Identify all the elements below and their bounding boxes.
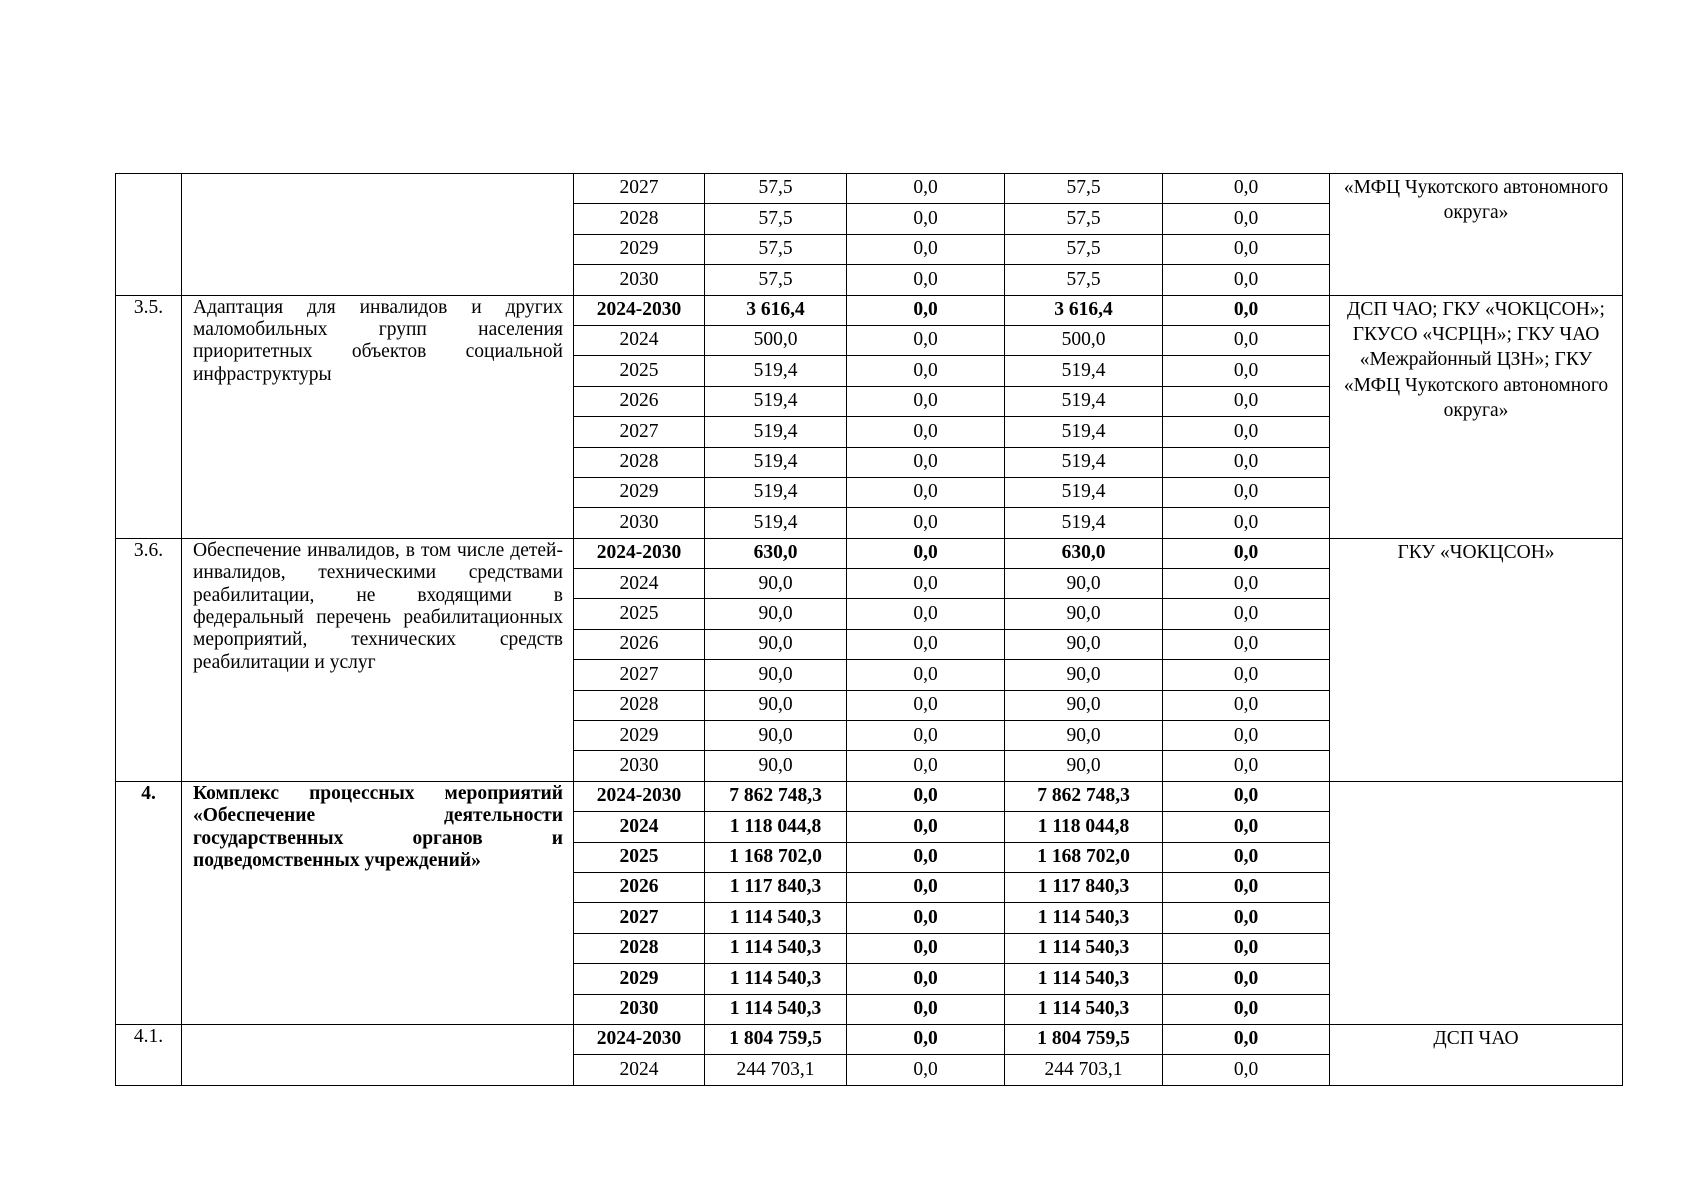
cell-total: 519,4 <box>705 417 847 447</box>
table-row <box>116 174 1623 204</box>
cell-reg: 57,5 <box>1005 174 1163 204</box>
cell-year: 2030 <box>574 508 705 538</box>
cell-reg: 57,5 <box>1005 204 1163 234</box>
cell-year: 2027 <box>574 174 705 204</box>
cell-fed: 0,0 <box>847 964 1005 994</box>
cell-total: 519,4 <box>705 508 847 538</box>
cell-other: 0,0 <box>1163 386 1330 416</box>
cell-total: 500,0 <box>705 325 847 355</box>
cell-total: 90,0 <box>705 629 847 659</box>
cell-fed: 0,0 <box>847 174 1005 204</box>
cell-total: 90,0 <box>705 721 847 751</box>
cell-year: 2026 <box>574 386 705 416</box>
cell-reg: 500,0 <box>1005 325 1163 355</box>
cell-reg: 1 168 702,0 <box>1005 842 1163 872</box>
cell-fed: 0,0 <box>847 538 1005 568</box>
cell-fed: 0,0 <box>847 508 1005 538</box>
cell-other: 0,0 <box>1163 872 1330 902</box>
cell-year: 2024-2030 <box>574 295 705 325</box>
cell-total: 90,0 <box>705 660 847 690</box>
table-row <box>116 295 1623 325</box>
cell-other: 0,0 <box>1163 325 1330 355</box>
cell-fed: 0,0 <box>847 265 1005 295</box>
cell-other: 0,0 <box>1163 994 1330 1024</box>
item-name: Обеспечение инвалидов, в том числе детей-инвалидов, техническими средствами реабилитации, не входящими в федеральный перечень реабилитационных мероприятий, технических средств реабилитации и услуг <box>182 538 574 781</box>
cell-fed: 0,0 <box>847 872 1005 902</box>
responsible-executor: ДСП ЧАО <box>1330 1024 1623 1085</box>
cell-reg: 90,0 <box>1005 599 1163 629</box>
responsible-executor: «МФЦ Чукотского автономного округа» <box>1330 174 1623 296</box>
cell-other: 0,0 <box>1163 447 1330 477</box>
cell-other: 0,0 <box>1163 599 1330 629</box>
cell-fed: 0,0 <box>847 842 1005 872</box>
budget-table <box>115 173 1623 1086</box>
cell-reg: 1 114 540,3 <box>1005 903 1163 933</box>
cell-total: 1 114 540,3 <box>705 994 847 1024</box>
cell-reg: 1 118 044,8 <box>1005 812 1163 842</box>
cell-year: 2024 <box>574 325 705 355</box>
cell-year: 2026 <box>574 872 705 902</box>
item-number: 4.1. <box>116 1024 182 1085</box>
cell-other: 0,0 <box>1163 751 1330 781</box>
responsible-executor <box>1330 781 1623 1024</box>
cell-year: 2025 <box>574 356 705 386</box>
cell-total: 90,0 <box>705 690 847 720</box>
cell-other: 0,0 <box>1163 356 1330 386</box>
item-name: Адаптация для инвалидов и других маломобильных групп населения приоритетных объектов социальной инфраструктуры <box>182 295 574 538</box>
cell-year: 2029 <box>574 234 705 264</box>
cell-total: 519,4 <box>705 447 847 477</box>
cell-year: 2024 <box>574 569 705 599</box>
table-row <box>116 538 1623 568</box>
cell-year: 2024-2030 <box>574 781 705 811</box>
cell-total: 519,4 <box>705 356 847 386</box>
cell-other: 0,0 <box>1163 903 1330 933</box>
cell-other: 0,0 <box>1163 690 1330 720</box>
cell-fed: 0,0 <box>847 356 1005 386</box>
item-name <box>182 1024 574 1085</box>
cell-total: 1 114 540,3 <box>705 903 847 933</box>
cell-fed: 0,0 <box>847 447 1005 477</box>
cell-reg: 1 114 540,3 <box>1005 964 1163 994</box>
cell-fed: 0,0 <box>847 234 1005 264</box>
cell-other: 0,0 <box>1163 477 1330 507</box>
cell-fed: 0,0 <box>847 933 1005 963</box>
cell-total: 519,4 <box>705 386 847 416</box>
cell-year: 2030 <box>574 994 705 1024</box>
cell-other: 0,0 <box>1163 417 1330 447</box>
cell-other: 0,0 <box>1163 842 1330 872</box>
cell-reg: 519,4 <box>1005 447 1163 477</box>
cell-reg: 519,4 <box>1005 386 1163 416</box>
item-number <box>116 174 182 296</box>
cell-fed: 0,0 <box>847 903 1005 933</box>
cell-other: 0,0 <box>1163 508 1330 538</box>
cell-fed: 0,0 <box>847 751 1005 781</box>
cell-year: 2028 <box>574 447 705 477</box>
cell-fed: 0,0 <box>847 1055 1005 1085</box>
responsible-executor: ДСП ЧАО; ГКУ «ЧОКЦСОН»; ГКУСО «ЧСРЦН»; ГКУ ЧАО «Межрайонный ЦЗН»; ГКУ «МФЦ Чукотского автономного округа» <box>1330 295 1623 538</box>
cell-total: 1 804 759,5 <box>705 1024 847 1054</box>
cell-fed: 0,0 <box>847 660 1005 690</box>
cell-other: 0,0 <box>1163 265 1330 295</box>
cell-fed: 0,0 <box>847 629 1005 659</box>
cell-other: 0,0 <box>1163 1055 1330 1085</box>
item-number: 4. <box>116 781 182 1024</box>
cell-reg: 244 703,1 <box>1005 1055 1163 1085</box>
cell-reg: 90,0 <box>1005 660 1163 690</box>
table-body <box>116 174 1623 1086</box>
cell-fed: 0,0 <box>847 325 1005 355</box>
cell-fed: 0,0 <box>847 477 1005 507</box>
cell-fed: 0,0 <box>847 599 1005 629</box>
cell-reg: 90,0 <box>1005 721 1163 751</box>
cell-total: 1 114 540,3 <box>705 933 847 963</box>
cell-other: 0,0 <box>1163 174 1330 204</box>
cell-other: 0,0 <box>1163 660 1330 690</box>
cell-fed: 0,0 <box>847 812 1005 842</box>
cell-fed: 0,0 <box>847 994 1005 1024</box>
cell-other: 0,0 <box>1163 812 1330 842</box>
cell-reg: 7 862 748,3 <box>1005 781 1163 811</box>
cell-year: 2027 <box>574 903 705 933</box>
cell-year: 2025 <box>574 599 705 629</box>
cell-other: 0,0 <box>1163 1024 1330 1054</box>
cell-reg: 519,4 <box>1005 356 1163 386</box>
cell-fed: 0,0 <box>847 1024 1005 1054</box>
cell-reg: 57,5 <box>1005 265 1163 295</box>
cell-total: 1 168 702,0 <box>705 842 847 872</box>
item-name <box>182 174 574 296</box>
cell-reg: 519,4 <box>1005 477 1163 507</box>
cell-fed: 0,0 <box>847 386 1005 416</box>
cell-year: 2025 <box>574 842 705 872</box>
cell-year: 2030 <box>574 265 705 295</box>
cell-reg: 90,0 <box>1005 690 1163 720</box>
cell-year: 2029 <box>574 477 705 507</box>
cell-other: 0,0 <box>1163 781 1330 811</box>
cell-reg: 90,0 <box>1005 751 1163 781</box>
cell-other: 0,0 <box>1163 629 1330 659</box>
cell-total: 90,0 <box>705 569 847 599</box>
cell-total: 57,5 <box>705 204 847 234</box>
responsible-executor: ГКУ «ЧОКЦСОН» <box>1330 538 1623 781</box>
cell-year: 2026 <box>574 629 705 659</box>
cell-other: 0,0 <box>1163 721 1330 751</box>
cell-year: 2030 <box>574 751 705 781</box>
cell-total: 57,5 <box>705 265 847 295</box>
cell-other: 0,0 <box>1163 295 1330 325</box>
cell-reg: 1 114 540,3 <box>1005 994 1163 1024</box>
cell-fed: 0,0 <box>847 204 1005 234</box>
item-number: 3.5. <box>116 295 182 538</box>
cell-other: 0,0 <box>1163 204 1330 234</box>
cell-fed: 0,0 <box>847 417 1005 447</box>
cell-year: 2024 <box>574 812 705 842</box>
cell-year: 2029 <box>574 964 705 994</box>
cell-fed: 0,0 <box>847 690 1005 720</box>
cell-year: 2028 <box>574 933 705 963</box>
cell-year: 2028 <box>574 204 705 234</box>
cell-reg: 630,0 <box>1005 538 1163 568</box>
item-name: Комплекс процессных мероприятий «Обеспечение деятельности государственных органов и подведомственных учреждений» <box>182 781 574 1024</box>
cell-total: 244 703,1 <box>705 1055 847 1085</box>
cell-fed: 0,0 <box>847 569 1005 599</box>
cell-other: 0,0 <box>1163 569 1330 599</box>
cell-total: 90,0 <box>705 751 847 781</box>
cell-other: 0,0 <box>1163 964 1330 994</box>
cell-total: 57,5 <box>705 174 847 204</box>
cell-year: 2028 <box>574 690 705 720</box>
cell-other: 0,0 <box>1163 234 1330 264</box>
cell-reg: 519,4 <box>1005 417 1163 447</box>
cell-year: 2029 <box>574 721 705 751</box>
cell-year: 2027 <box>574 417 705 447</box>
cell-total: 7 862 748,3 <box>705 781 847 811</box>
table-row <box>116 781 1623 811</box>
cell-fed: 0,0 <box>847 295 1005 325</box>
cell-fed: 0,0 <box>847 781 1005 811</box>
cell-year: 2024 <box>574 1055 705 1085</box>
item-number: 3.6. <box>116 538 182 781</box>
cell-reg: 1 117 840,3 <box>1005 872 1163 902</box>
cell-reg: 1 114 540,3 <box>1005 933 1163 963</box>
cell-reg: 3 616,4 <box>1005 295 1163 325</box>
cell-total: 90,0 <box>705 599 847 629</box>
cell-reg: 1 804 759,5 <box>1005 1024 1163 1054</box>
cell-total: 3 616,4 <box>705 295 847 325</box>
cell-total: 519,4 <box>705 477 847 507</box>
cell-year: 2027 <box>574 660 705 690</box>
cell-total: 1 117 840,3 <box>705 872 847 902</box>
cell-reg: 90,0 <box>1005 569 1163 599</box>
cell-total: 57,5 <box>705 234 847 264</box>
cell-reg: 90,0 <box>1005 629 1163 659</box>
cell-year: 2024-2030 <box>574 538 705 568</box>
cell-total: 1 114 540,3 <box>705 964 847 994</box>
cell-total: 630,0 <box>705 538 847 568</box>
cell-year: 2024-2030 <box>574 1024 705 1054</box>
cell-other: 0,0 <box>1163 538 1330 568</box>
cell-fed: 0,0 <box>847 721 1005 751</box>
table-row <box>116 1024 1623 1054</box>
cell-reg: 519,4 <box>1005 508 1163 538</box>
cell-total: 1 118 044,8 <box>705 812 847 842</box>
cell-other: 0,0 <box>1163 933 1330 963</box>
cell-reg: 57,5 <box>1005 234 1163 264</box>
